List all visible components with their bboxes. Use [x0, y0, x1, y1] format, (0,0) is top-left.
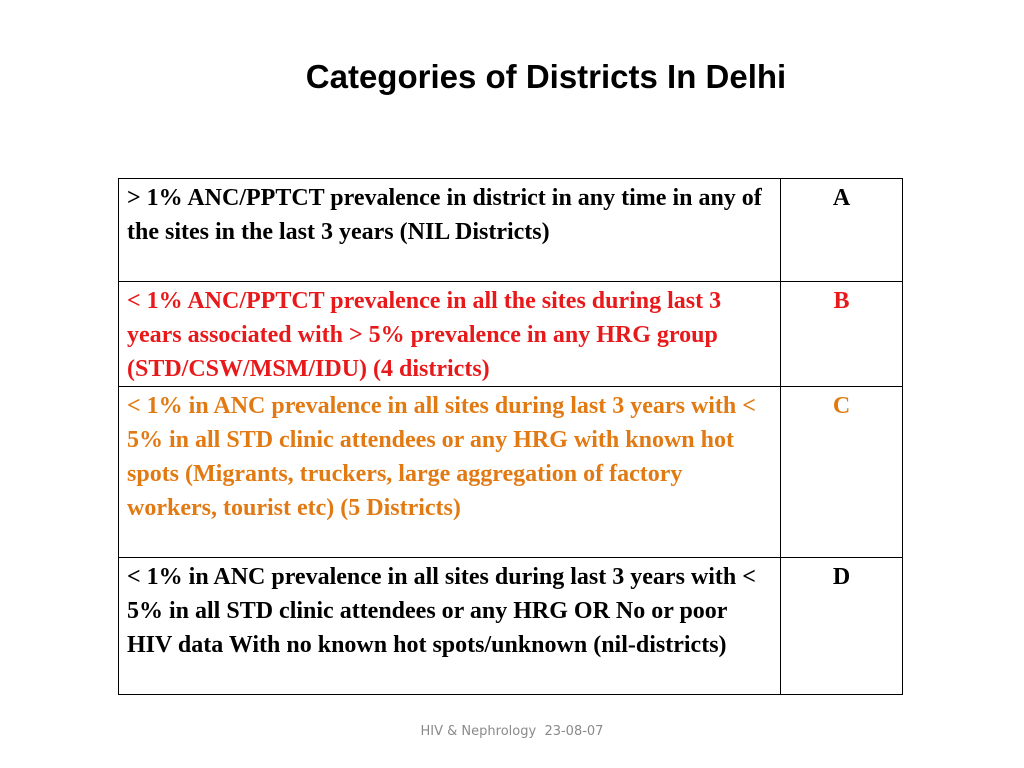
district-categories-table: [118, 178, 903, 695]
table-row-category-c: [119, 387, 903, 558]
row-description: < 1% in ANC prevalence in all sites during last 3 years with < 5% in all STD clinic attendees or any HRG with known hot spots (Migrants, truckers, large aggregation of factory workers, tourist etc) (5 Districts): [119, 387, 781, 558]
row-category-label: B: [781, 282, 903, 387]
table-row-category-b: [119, 282, 903, 387]
row-description: < 1% in ANC prevalence in all sites during last 3 years with < 5% in all STD clinic attendees or any HRG OR No or poor HIV data With no known hot spots/unknown (nil-districts): [119, 558, 781, 695]
row-category-label: D: [781, 558, 903, 695]
table-row-category-a: [119, 179, 903, 282]
row-description: < 1% ANC/PPTCT prevalence in all the sites during last 3 years associated with > 5% prevalence in any HRG group (STD/CSW/MSM/IDU) (4 districts): [119, 282, 781, 387]
row-category-label: C: [781, 387, 903, 558]
table-row-category-d: [119, 558, 903, 695]
slide-footer: HIV & Nephrology 23-08-07: [420, 724, 604, 739]
slide-title: Categories of Districts In Delhi: [305, 58, 787, 95]
row-category-label: A: [781, 179, 903, 282]
row-description: > 1% ANC/PPTCT prevalence in district in any time in any of the sites in the last 3 years (NIL Districts): [119, 179, 781, 282]
